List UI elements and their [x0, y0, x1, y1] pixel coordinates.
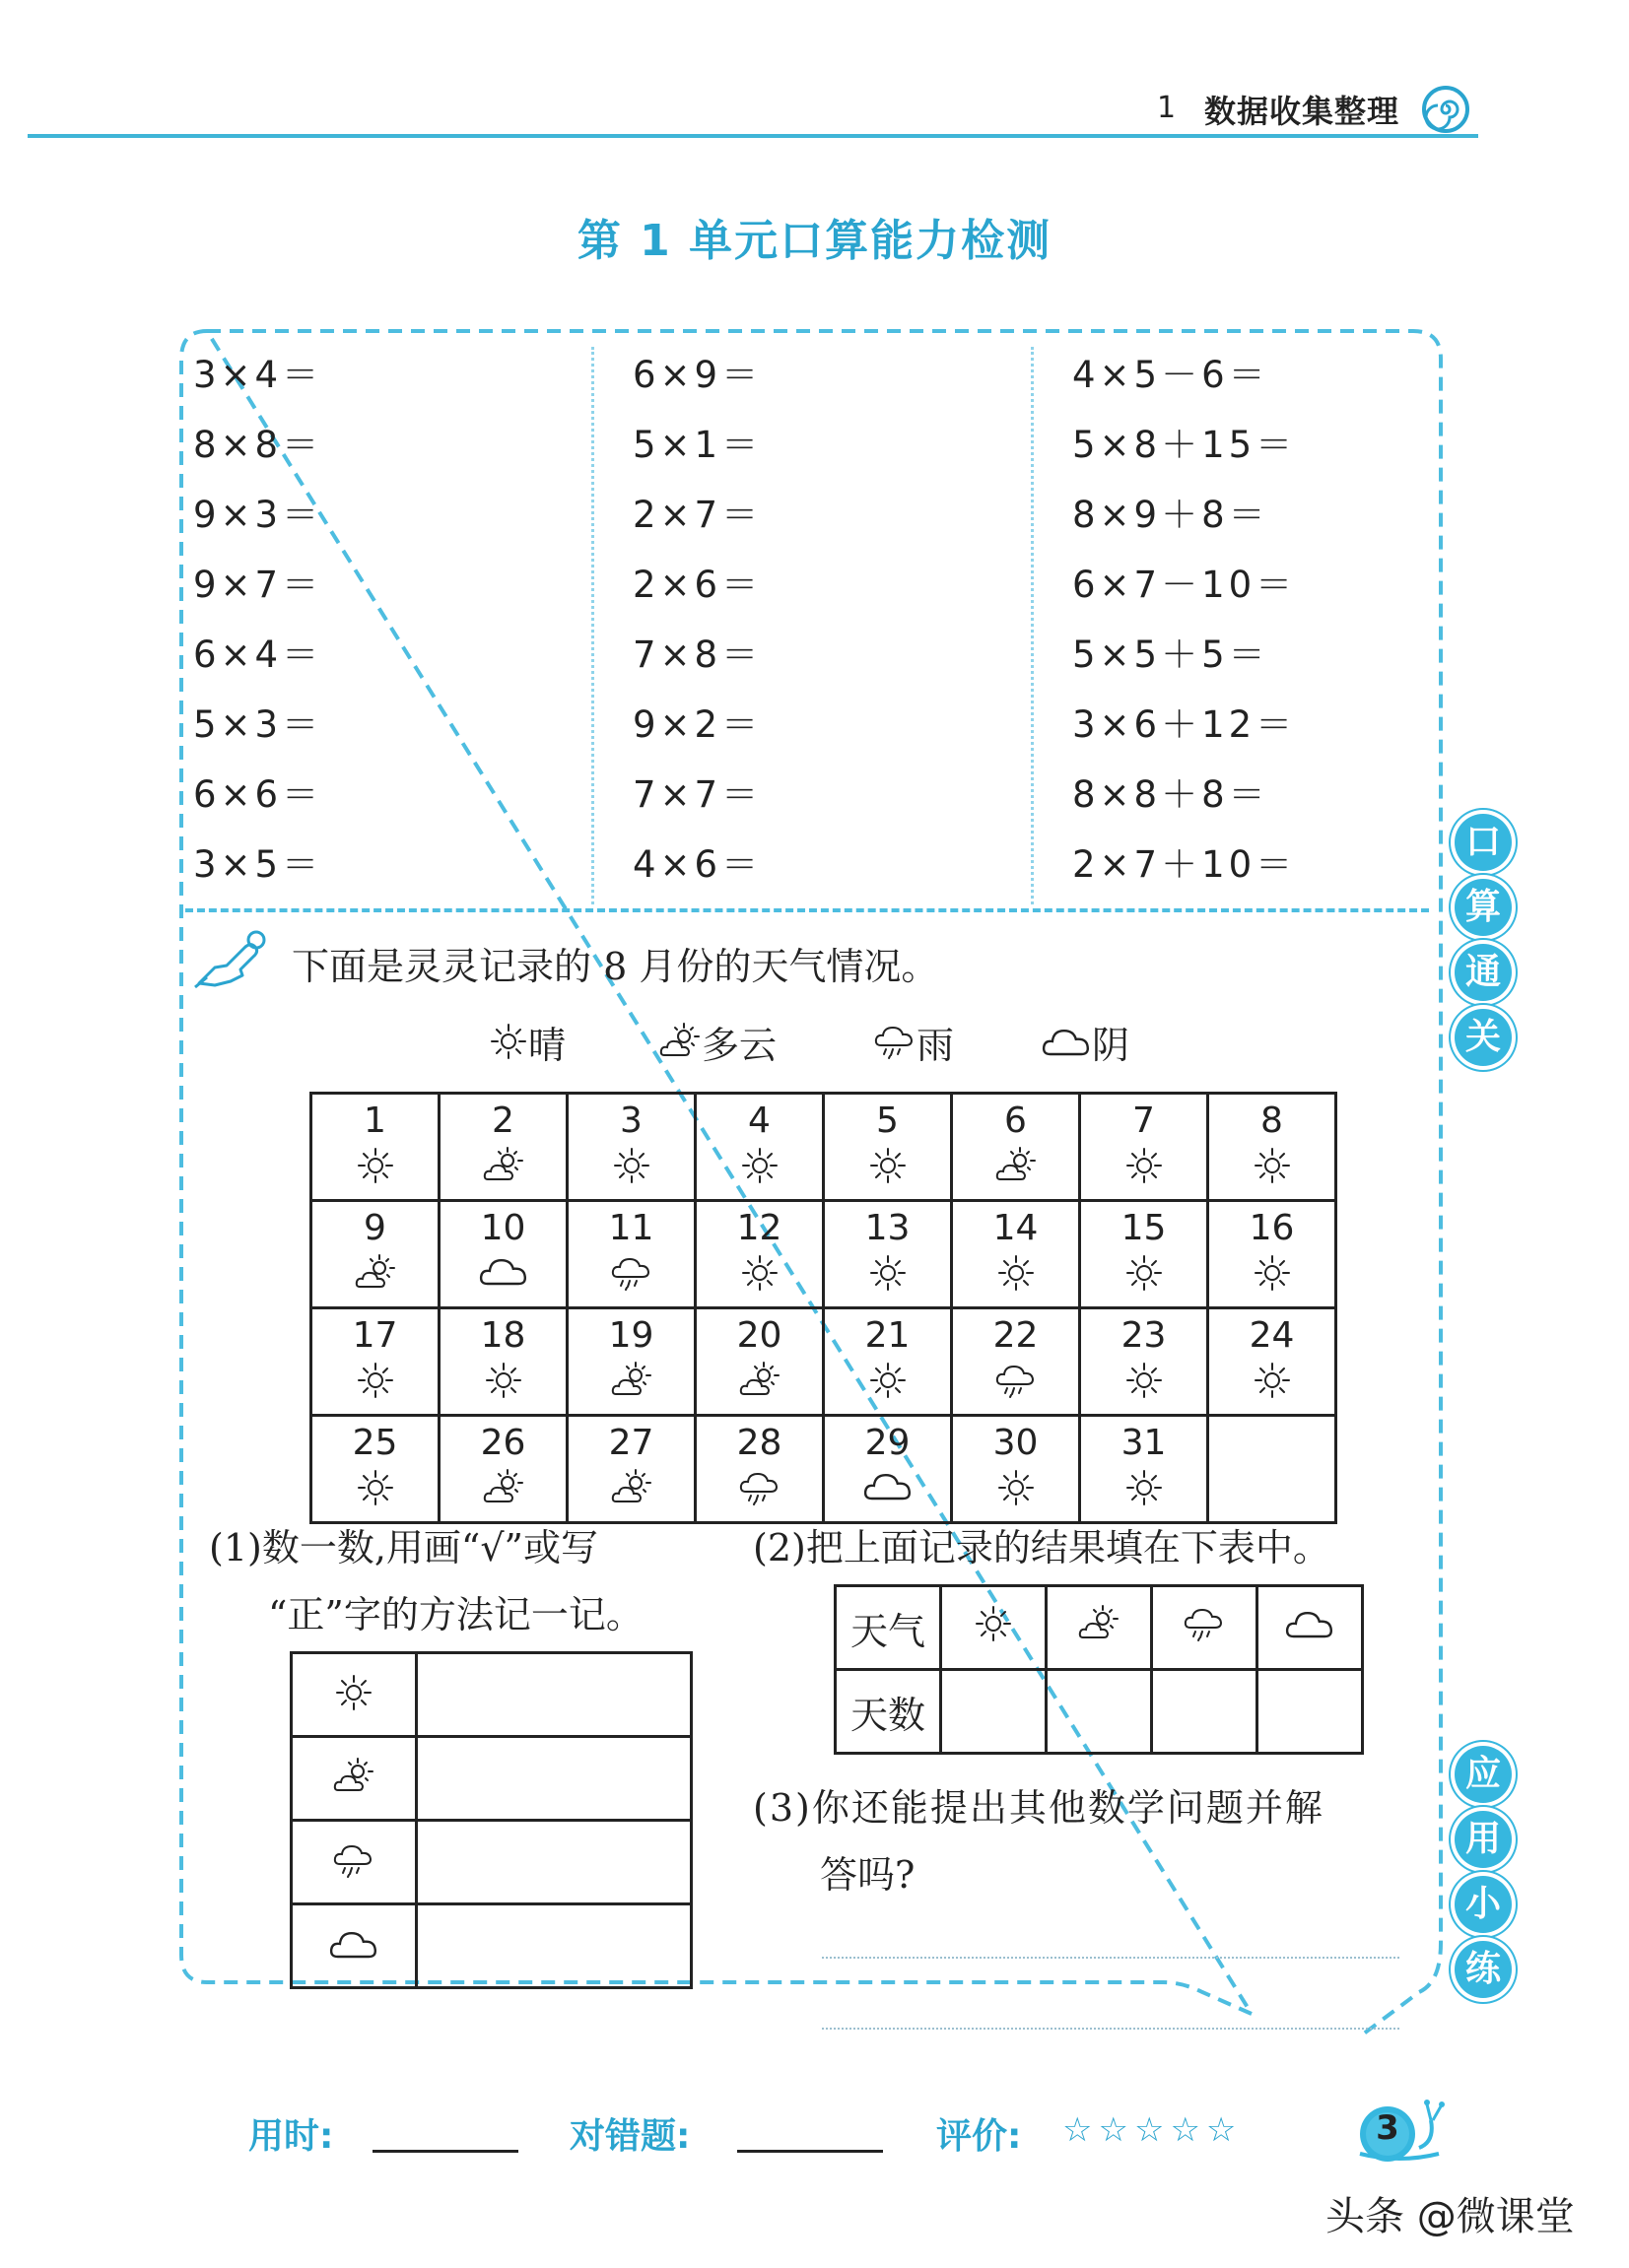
- calendar-day: [696, 1094, 824, 1201]
- day-number: 25: [352, 1423, 398, 1463]
- day-number: 12: [736, 1208, 782, 1248]
- sun-icon: [612, 1146, 651, 1185]
- column-divider: [591, 347, 594, 904]
- part3-text: (3)你还能提出其他数学问题并解: [753, 1786, 1324, 1830]
- day-number: 31: [1120, 1423, 1167, 1463]
- calendar-day: [824, 1416, 952, 1523]
- sun-icon: [868, 1361, 908, 1400]
- page-number: 3: [1376, 2108, 1399, 2148]
- partly-cloudy-icon: [482, 1468, 525, 1507]
- tally-icon-cell: [292, 1737, 417, 1821]
- equation: 3×6＋12＝: [1072, 703, 1297, 746]
- sun-icon: [356, 1146, 395, 1185]
- sun-icon: [1124, 1361, 1164, 1400]
- equation: 8×8＝: [193, 424, 323, 466]
- calendar-day: [311, 1416, 440, 1523]
- equation: 7×8＝: [633, 634, 763, 676]
- table-row: [292, 1737, 692, 1821]
- spiral-icon: [1421, 85, 1470, 134]
- header-icon-cell: [1152, 1586, 1257, 1670]
- calendar-day: [440, 1201, 568, 1308]
- legend-label: 晴: [528, 1023, 567, 1067]
- cloud-icon: [328, 1926, 379, 1962]
- equation: 7×7＝: [633, 773, 763, 816]
- day-number: 17: [352, 1315, 398, 1356]
- side-tab-char: 练: [1455, 1941, 1512, 1998]
- count-input-cell[interactable]: [1047, 1670, 1152, 1754]
- calendar-day: [568, 1094, 696, 1201]
- day-number: 11: [608, 1208, 654, 1248]
- day-number: 18: [480, 1315, 526, 1356]
- part3-text-cont: 答吗?: [820, 1853, 916, 1897]
- day-number: 1: [364, 1101, 386, 1141]
- pointing-hand-icon: [193, 926, 272, 995]
- part1-text-cont: “正”字的方法记一记。: [268, 1593, 644, 1636]
- sun-icon: [1124, 1146, 1164, 1185]
- sun-icon: [868, 1146, 908, 1185]
- calendar-day: [440, 1416, 568, 1523]
- equation: 6×7－10＝: [1072, 564, 1297, 606]
- day-number: [1209, 1423, 1334, 1464]
- chapter-title: 数据收集整理: [1204, 93, 1400, 130]
- chapter-number: 1: [1157, 91, 1177, 125]
- sun-icon: [484, 1361, 523, 1400]
- cloud-icon: [862, 1468, 914, 1503]
- side-tab-char: 小: [1455, 1876, 1512, 1933]
- day-number: 8: [1260, 1101, 1283, 1141]
- day-number: 3: [620, 1101, 643, 1141]
- answer-line[interactable]: [822, 1957, 1399, 1959]
- time-label: 用时:: [248, 2116, 334, 2157]
- day-number: 26: [480, 1423, 526, 1463]
- answer-line[interactable]: [822, 2028, 1399, 2030]
- calendar-day: [952, 1308, 1080, 1416]
- calendar-day: [952, 1094, 1080, 1201]
- day-number: 16: [1249, 1208, 1295, 1248]
- legend-rain: [873, 1017, 954, 1066]
- table-row: [836, 1670, 1363, 1754]
- header-icon-cell: [1257, 1586, 1363, 1670]
- partly-cloudy-icon: [610, 1468, 653, 1507]
- equation: 5×8＋15＝: [1072, 424, 1297, 466]
- side-tab-char: 口: [1455, 814, 1512, 871]
- legend-label: 阴: [1092, 1023, 1130, 1067]
- legend-label: 雨: [916, 1023, 955, 1067]
- equation: 2×7＋10＝: [1072, 843, 1297, 886]
- sun-icon: [1253, 1146, 1292, 1185]
- tally-icon-cell: [292, 1904, 417, 1988]
- sun-icon: [489, 1022, 528, 1061]
- table-row: [292, 1653, 692, 1737]
- legend-partly-cloudy: [658, 1017, 777, 1066]
- sun-icon: [740, 1146, 780, 1185]
- equation: 5×3＝: [193, 703, 323, 746]
- errors-label: 对错题:: [570, 2116, 691, 2157]
- tally-input-cell[interactable]: [417, 1653, 692, 1737]
- page-title: 第 1 单元口算能力检测: [577, 216, 1052, 266]
- calendar-row: [311, 1201, 1336, 1308]
- side-tabs-oral: [1455, 814, 1512, 1066]
- count-input-cell[interactable]: [1257, 1670, 1363, 1754]
- calendar-day: [1208, 1094, 1336, 1201]
- sun-icon: [356, 1361, 395, 1400]
- equation: 6×6＝: [193, 773, 323, 816]
- sun-icon: [1124, 1253, 1164, 1293]
- sun-icon: [1253, 1361, 1292, 1400]
- sun-icon: [996, 1468, 1036, 1507]
- partly-cloudy-icon: [658, 1022, 702, 1061]
- side-tab-char: 关: [1455, 1009, 1512, 1066]
- day-number: 14: [992, 1208, 1039, 1248]
- question-intro: 下面是灵灵记录的 8 月份的天气情况。: [292, 945, 939, 988]
- day-number: 22: [992, 1315, 1039, 1356]
- calendar-day: [824, 1308, 952, 1416]
- partly-cloudy-icon: [482, 1146, 525, 1185]
- equation: 6×9＝: [633, 354, 763, 396]
- day-number: 24: [1249, 1315, 1295, 1356]
- calendar-day: [1080, 1416, 1208, 1523]
- rain-icon: [610, 1253, 653, 1293]
- day-number: 4: [748, 1101, 771, 1141]
- calendar-day: [1208, 1416, 1336, 1523]
- calendar-day: [311, 1094, 440, 1201]
- errors-blank[interactable]: [737, 2150, 883, 2153]
- calendar-day: [952, 1201, 1080, 1308]
- side-tab-char: 应: [1455, 1746, 1512, 1803]
- day-number: 29: [864, 1423, 911, 1463]
- day-number: 23: [1120, 1315, 1167, 1356]
- header-icon-cell: [1047, 1586, 1152, 1670]
- equation: 5×1＝: [633, 424, 763, 466]
- tally-icon-cell: [292, 1653, 417, 1737]
- arithmetic-column-1: [193, 345, 322, 904]
- day-number: 28: [736, 1423, 782, 1463]
- sun-icon: [356, 1468, 395, 1507]
- part1-text: (1)数一数,用画“√”或写: [209, 1526, 598, 1569]
- part2-text: (2)把上面记录的结果填在下表中。: [753, 1526, 1330, 1569]
- day-number: 30: [992, 1423, 1039, 1463]
- day-number: 27: [608, 1423, 654, 1463]
- calendar-day: [440, 1308, 568, 1416]
- calendar-day: [311, 1201, 440, 1308]
- section-divider: [185, 908, 1429, 912]
- calendar-row: [311, 1308, 1336, 1416]
- row-label: 天气: [836, 1586, 941, 1670]
- rain-icon: [994, 1361, 1038, 1400]
- equation: 4×6＝: [633, 843, 763, 886]
- calendar-row: [311, 1094, 1336, 1201]
- time-blank[interactable]: [373, 2150, 518, 2153]
- tally-input-cell[interactable]: [417, 1737, 692, 1821]
- side-tab-char: 算: [1455, 879, 1512, 936]
- equation: 8×8＋8＝: [1072, 773, 1269, 816]
- day-number: 6: [1004, 1101, 1027, 1141]
- header-rule: [28, 134, 1478, 138]
- calendar-day: [311, 1308, 440, 1416]
- rating-label: 评价:: [936, 2116, 1022, 2157]
- equation: 3×5＝: [193, 843, 323, 886]
- day-number: 5: [876, 1101, 899, 1141]
- calendar-day: [824, 1094, 952, 1201]
- equation: 9×2＝: [633, 703, 763, 746]
- calendar-day: [696, 1416, 824, 1523]
- calendar-day: [440, 1094, 568, 1201]
- sun-icon: [868, 1253, 908, 1293]
- calendar-day: [952, 1416, 1080, 1523]
- count-input-cell[interactable]: [1152, 1670, 1257, 1754]
- count-input-cell[interactable]: [941, 1670, 1047, 1754]
- sun-icon: [974, 1604, 1013, 1643]
- equation: 8×9＋8＝: [1072, 494, 1269, 536]
- arithmetic-column-2: [633, 345, 762, 904]
- calendar-day: [696, 1308, 824, 1416]
- equation: 2×7＝: [633, 494, 763, 536]
- calendar-day: [1080, 1094, 1208, 1201]
- calendar-day: [568, 1201, 696, 1308]
- cloud-icon: [1284, 1606, 1335, 1641]
- equation: 9×7＝: [193, 564, 323, 606]
- day-number: 21: [864, 1315, 911, 1356]
- cloud-icon: [478, 1253, 529, 1289]
- partly-cloudy-icon: [738, 1361, 781, 1400]
- equation: 5×5＋5＝: [1072, 634, 1269, 676]
- day-number: 13: [864, 1208, 911, 1248]
- sun-icon: [1253, 1253, 1292, 1293]
- partly-cloudy-icon: [354, 1253, 397, 1293]
- rain-icon: [873, 1022, 916, 1061]
- arithmetic-column-3: [1072, 345, 1296, 904]
- tally-input-cell[interactable]: [417, 1821, 692, 1904]
- tally-input-cell[interactable]: [417, 1904, 692, 1988]
- cloud-icon: [1041, 1024, 1092, 1059]
- side-tabs-practice: [1455, 1746, 1512, 1998]
- watermark: 头条 @微课堂: [1325, 2194, 1575, 2239]
- day-number: 2: [492, 1101, 514, 1141]
- table-row: [836, 1586, 1363, 1670]
- equation: 4×5－6＝: [1072, 354, 1269, 396]
- weather-calendar: [309, 1092, 1337, 1524]
- page-number-badge: [1340, 2093, 1459, 2175]
- calendar-day: [1208, 1201, 1336, 1308]
- tally-table: [290, 1651, 693, 1989]
- sun-icon: [334, 1673, 373, 1712]
- partly-cloudy-icon: [332, 1757, 375, 1796]
- row-label: 天数: [836, 1670, 941, 1754]
- result-table: [834, 1584, 1364, 1755]
- partly-cloudy-icon: [994, 1146, 1038, 1185]
- legend-sunny: [489, 1017, 566, 1066]
- sun-icon: [1124, 1468, 1164, 1507]
- calendar-day: [568, 1416, 696, 1523]
- partly-cloudy-icon: [610, 1361, 653, 1400]
- tally-icon-cell: [292, 1821, 417, 1904]
- column-divider: [1031, 347, 1034, 904]
- rain-icon: [738, 1468, 781, 1507]
- calendar-day: [568, 1308, 696, 1416]
- rating-stars[interactable]: ☆☆☆☆☆: [1062, 2110, 1243, 2150]
- day-number: 9: [364, 1208, 386, 1248]
- calendar-day: [1080, 1201, 1208, 1308]
- day-number: 15: [1120, 1208, 1167, 1248]
- equation: 2×6＝: [633, 564, 763, 606]
- calendar-row: [311, 1416, 1336, 1523]
- legend-label: 多云: [702, 1023, 778, 1067]
- day-number: 19: [608, 1315, 654, 1356]
- day-number: 10: [480, 1208, 526, 1248]
- equation: 9×3＝: [193, 494, 323, 536]
- day-number: 7: [1132, 1101, 1155, 1141]
- table-row: [292, 1821, 692, 1904]
- equation: 6×4＝: [193, 634, 323, 676]
- calendar-day: [1080, 1308, 1208, 1416]
- side-tab-char: 通: [1455, 944, 1512, 1001]
- side-tab-char: 用: [1455, 1811, 1512, 1868]
- sun-icon: [740, 1253, 780, 1293]
- rain-icon: [1183, 1604, 1226, 1643]
- rain-icon: [332, 1840, 375, 1880]
- sun-icon: [996, 1253, 1036, 1293]
- calendar-day: [1208, 1308, 1336, 1416]
- calendar-day: [824, 1201, 952, 1308]
- day-number: 20: [736, 1315, 782, 1356]
- equation: 3×4＝: [193, 354, 323, 396]
- partly-cloudy-icon: [1077, 1604, 1120, 1643]
- table-row: [292, 1904, 692, 1988]
- calendar-day: [696, 1201, 824, 1308]
- legend-cloudy: [1041, 1017, 1129, 1066]
- header-icon-cell: [941, 1586, 1047, 1670]
